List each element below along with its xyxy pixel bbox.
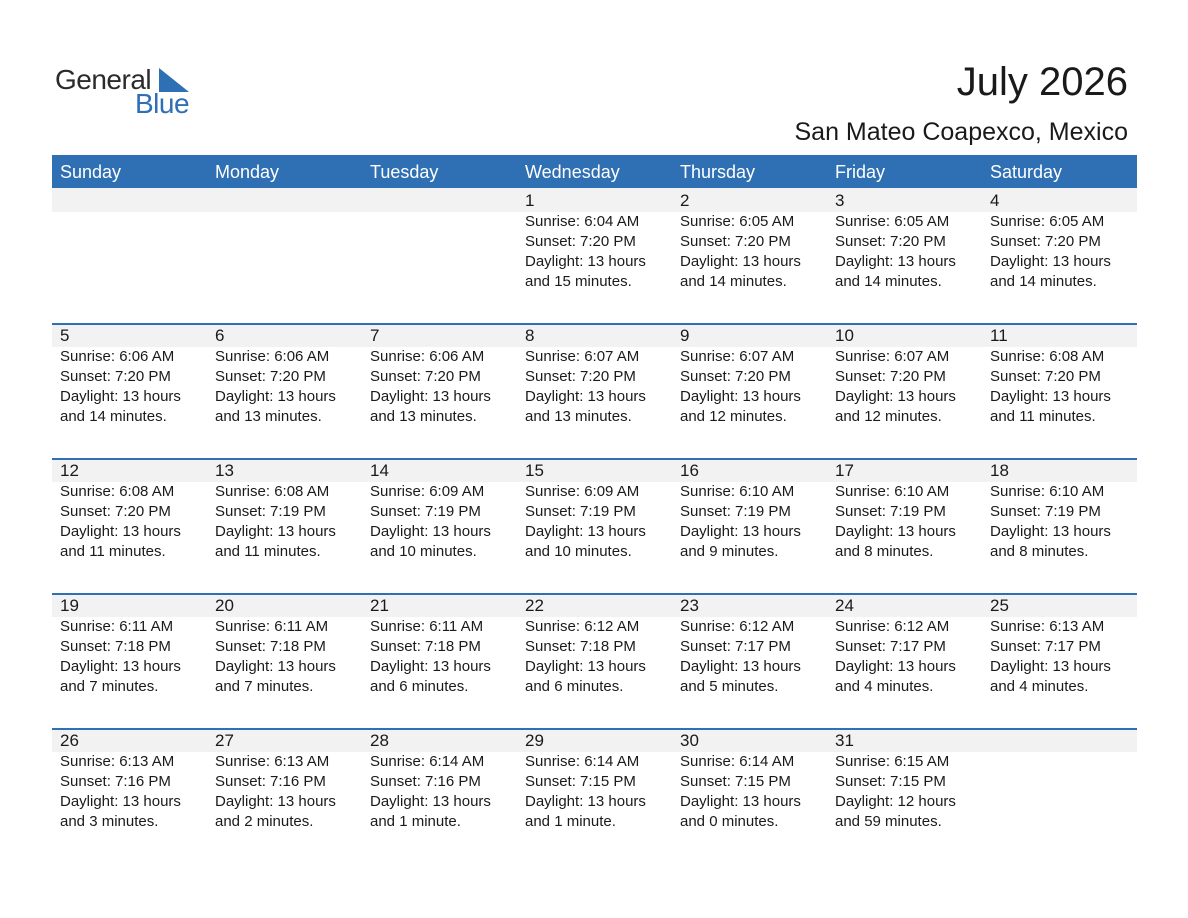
sunrise-text: Sunrise: 6:13 AM bbox=[215, 753, 330, 770]
calendar-week bbox=[52, 458, 1137, 593]
daylight-minutes-text: and 2 minutes. bbox=[215, 813, 314, 830]
day-number: 22 bbox=[525, 596, 544, 615]
day-number: 6 bbox=[215, 326, 225, 345]
daylight-text: Daylight: 13 hours bbox=[525, 523, 646, 540]
daylight-minutes-text: and 13 minutes. bbox=[215, 408, 322, 425]
day-cell bbox=[827, 458, 982, 593]
sunrise-text: Sunrise: 6:12 AM bbox=[835, 618, 950, 635]
day-number: 4 bbox=[990, 191, 1000, 210]
empty-day-cell bbox=[982, 728, 1137, 863]
sunrise-text: Sunrise: 6:12 AM bbox=[680, 618, 795, 635]
daylight-minutes-text: and 7 minutes. bbox=[215, 678, 314, 695]
sunrise-text: Sunrise: 6:11 AM bbox=[60, 618, 174, 635]
sunset-text: Sunset: 7:19 PM bbox=[215, 503, 326, 520]
empty-day-cell bbox=[362, 188, 517, 323]
day-cell bbox=[52, 593, 207, 728]
day-number: 18 bbox=[990, 461, 1009, 480]
daylight-text: Daylight: 13 hours bbox=[680, 523, 801, 540]
weekday-tuesday: Tuesday bbox=[370, 162, 439, 182]
sunset-text: Sunset: 7:16 PM bbox=[215, 773, 326, 790]
sunrise-text: Sunrise: 6:10 AM bbox=[990, 483, 1105, 500]
daylight-minutes-text: and 10 minutes. bbox=[370, 543, 477, 560]
sunrise-text: Sunrise: 6:14 AM bbox=[525, 753, 640, 770]
sunrise-text: Sunrise: 6:07 AM bbox=[680, 348, 795, 365]
daylight-text: Daylight: 13 hours bbox=[835, 388, 956, 405]
sunset-text: Sunset: 7:17 PM bbox=[990, 638, 1101, 655]
day-cell bbox=[827, 728, 982, 863]
day-cell bbox=[672, 323, 827, 458]
calendar-week bbox=[52, 728, 1137, 863]
day-number: 13 bbox=[215, 461, 234, 480]
daylight-text: Daylight: 13 hours bbox=[680, 388, 801, 405]
daylight-text: Daylight: 13 hours bbox=[835, 253, 956, 270]
daylight-minutes-text: and 0 minutes. bbox=[680, 813, 779, 830]
sunset-text: Sunset: 7:19 PM bbox=[990, 503, 1101, 520]
day-cell bbox=[207, 458, 362, 593]
weekday-header bbox=[52, 155, 1137, 188]
daylight-minutes-text: and 1 minute. bbox=[525, 813, 616, 830]
daylight-text: Daylight: 13 hours bbox=[215, 793, 336, 810]
day-number: 2 bbox=[680, 191, 690, 210]
daylight-minutes-text: and 14 minutes. bbox=[990, 273, 1097, 290]
daylight-minutes-text: and 1 minute. bbox=[370, 813, 461, 830]
day-number: 16 bbox=[680, 461, 699, 480]
sunset-text: Sunset: 7:19 PM bbox=[835, 503, 946, 520]
day-cell bbox=[517, 458, 672, 593]
day-cell bbox=[207, 728, 362, 863]
daylight-minutes-text: and 7 minutes. bbox=[60, 678, 159, 695]
day-cell bbox=[672, 728, 827, 863]
sunrise-text: Sunrise: 6:06 AM bbox=[60, 348, 175, 365]
sunset-text: Sunset: 7:18 PM bbox=[215, 638, 326, 655]
daylight-text: Daylight: 13 hours bbox=[215, 658, 336, 675]
location-subtitle: San Mateo Coapexco, Mexico bbox=[794, 118, 1128, 146]
sunrise-text: Sunrise: 6:05 AM bbox=[680, 213, 795, 230]
sunrise-text: Sunrise: 6:06 AM bbox=[370, 348, 485, 365]
calendar-week bbox=[52, 188, 1137, 323]
daylight-text: Daylight: 13 hours bbox=[680, 253, 801, 270]
daylight-minutes-text: and 59 minutes. bbox=[835, 813, 942, 830]
day-number: 1 bbox=[525, 191, 535, 210]
daylight-text: Daylight: 13 hours bbox=[215, 523, 336, 540]
sunrise-text: Sunrise: 6:08 AM bbox=[990, 348, 1105, 365]
daylight-minutes-text: and 12 minutes. bbox=[680, 408, 787, 425]
day-number: 27 bbox=[215, 731, 234, 750]
day-number: 5 bbox=[60, 326, 70, 345]
daylight-minutes-text: and 4 minutes. bbox=[990, 678, 1089, 695]
weekday-monday: Monday bbox=[215, 162, 280, 182]
sunrise-text: Sunrise: 6:14 AM bbox=[370, 753, 485, 770]
weekday-saturday: Saturday bbox=[990, 162, 1063, 182]
day-cell bbox=[827, 593, 982, 728]
calendar-week bbox=[52, 593, 1137, 728]
day-cell bbox=[672, 593, 827, 728]
day-number: 10 bbox=[835, 326, 854, 345]
daylight-text: Daylight: 13 hours bbox=[60, 658, 181, 675]
sunset-text: Sunset: 7:20 PM bbox=[835, 233, 946, 250]
sunrise-text: Sunrise: 6:09 AM bbox=[370, 483, 485, 500]
daylight-minutes-text: and 14 minutes. bbox=[680, 273, 787, 290]
day-cell bbox=[827, 188, 982, 323]
daylight-text: Daylight: 13 hours bbox=[680, 793, 801, 810]
sunrise-text: Sunrise: 6:14 AM bbox=[680, 753, 795, 770]
daylight-minutes-text: and 11 minutes. bbox=[60, 543, 166, 560]
day-number: 3 bbox=[835, 191, 845, 210]
day-number: 14 bbox=[370, 461, 389, 480]
daylight-minutes-text: and 6 minutes. bbox=[525, 678, 624, 695]
sunset-text: Sunset: 7:16 PM bbox=[370, 773, 481, 790]
weekday-friday: Friday bbox=[835, 162, 886, 182]
daylight-text: Daylight: 13 hours bbox=[525, 793, 646, 810]
sunrise-text: Sunrise: 6:07 AM bbox=[835, 348, 950, 365]
sunset-text: Sunset: 7:17 PM bbox=[835, 638, 946, 655]
sunrise-text: Sunrise: 6:08 AM bbox=[60, 483, 175, 500]
day-number: 8 bbox=[525, 326, 535, 345]
daylight-text: Daylight: 13 hours bbox=[835, 523, 956, 540]
day-cell bbox=[982, 458, 1137, 593]
daylight-text: Daylight: 13 hours bbox=[990, 388, 1111, 405]
logo-text-blue: Blue bbox=[135, 88, 190, 119]
day-number: 9 bbox=[680, 326, 690, 345]
weekday-thursday: Thursday bbox=[680, 162, 756, 182]
sunset-text: Sunset: 7:20 PM bbox=[835, 368, 946, 385]
daylight-minutes-text: and 14 minutes. bbox=[60, 408, 167, 425]
daylight-minutes-text: and 5 minutes. bbox=[680, 678, 779, 695]
daylight-minutes-text: and 8 minutes. bbox=[835, 543, 934, 560]
daylight-text: Daylight: 13 hours bbox=[990, 253, 1111, 270]
sunrise-text: Sunrise: 6:11 AM bbox=[215, 618, 329, 635]
daylight-text: Daylight: 13 hours bbox=[370, 793, 491, 810]
sunset-text: Sunset: 7:17 PM bbox=[680, 638, 791, 655]
sunset-text: Sunset: 7:19 PM bbox=[370, 503, 481, 520]
daylight-minutes-text: and 15 minutes. bbox=[525, 273, 632, 290]
sunset-text: Sunset: 7:18 PM bbox=[370, 638, 481, 655]
sunrise-text: Sunrise: 6:05 AM bbox=[835, 213, 950, 230]
day-cell bbox=[207, 593, 362, 728]
day-number: 15 bbox=[525, 461, 544, 480]
day-number: 30 bbox=[680, 731, 699, 750]
day-number: 21 bbox=[370, 596, 389, 615]
weeks-container bbox=[52, 188, 1137, 863]
day-cell bbox=[982, 323, 1137, 458]
daylight-minutes-text: and 13 minutes. bbox=[370, 408, 477, 425]
day-cell bbox=[672, 188, 827, 323]
day-cell bbox=[982, 593, 1137, 728]
sunset-text: Sunset: 7:20 PM bbox=[60, 368, 171, 385]
day-number: 19 bbox=[60, 596, 79, 615]
daylight-minutes-text: and 11 minutes. bbox=[990, 408, 1096, 425]
day-number: 28 bbox=[370, 731, 389, 750]
day-number: 25 bbox=[990, 596, 1009, 615]
daylight-text: Daylight: 13 hours bbox=[990, 523, 1111, 540]
daylight-text: Daylight: 13 hours bbox=[60, 388, 181, 405]
daylight-text: Daylight: 13 hours bbox=[835, 658, 956, 675]
sunset-text: Sunset: 7:15 PM bbox=[680, 773, 791, 790]
sunrise-text: Sunrise: 6:05 AM bbox=[990, 213, 1105, 230]
sunset-text: Sunset: 7:20 PM bbox=[60, 503, 171, 520]
page-title: July 2026 bbox=[956, 60, 1128, 104]
daylight-minutes-text: and 12 minutes. bbox=[835, 408, 942, 425]
sunrise-text: Sunrise: 6:13 AM bbox=[990, 618, 1105, 635]
empty-day-cell bbox=[52, 188, 207, 323]
sunset-text: Sunset: 7:20 PM bbox=[215, 368, 326, 385]
daylight-text: Daylight: 13 hours bbox=[525, 388, 646, 405]
daylight-text: Daylight: 13 hours bbox=[525, 658, 646, 675]
day-number: 24 bbox=[835, 596, 854, 615]
daylight-minutes-text: and 3 minutes. bbox=[60, 813, 159, 830]
daylight-text: Daylight: 13 hours bbox=[525, 253, 646, 270]
day-cell bbox=[52, 728, 207, 863]
day-cell bbox=[517, 593, 672, 728]
day-cell bbox=[517, 188, 672, 323]
sunset-text: Sunset: 7:20 PM bbox=[525, 233, 636, 250]
sunrise-text: Sunrise: 6:08 AM bbox=[215, 483, 330, 500]
day-cell bbox=[362, 458, 517, 593]
daylight-text: Daylight: 13 hours bbox=[370, 523, 491, 540]
empty-day-cell bbox=[207, 188, 362, 323]
sunrise-text: Sunrise: 6:09 AM bbox=[525, 483, 640, 500]
sunrise-text: Sunrise: 6:12 AM bbox=[525, 618, 640, 635]
day-number: 23 bbox=[680, 596, 699, 615]
calendar-grid bbox=[52, 155, 1137, 863]
daylight-minutes-text: and 13 minutes. bbox=[525, 408, 632, 425]
daylight-minutes-text: and 4 minutes. bbox=[835, 678, 934, 695]
sunset-text: Sunset: 7:19 PM bbox=[525, 503, 636, 520]
day-cell bbox=[362, 593, 517, 728]
sunrise-text: Sunrise: 6:11 AM bbox=[370, 618, 484, 635]
day-cell bbox=[517, 728, 672, 863]
daylight-text: Daylight: 13 hours bbox=[370, 658, 491, 675]
sunset-text: Sunset: 7:18 PM bbox=[525, 638, 636, 655]
sunrise-text: Sunrise: 6:10 AM bbox=[835, 483, 950, 500]
day-number: 12 bbox=[60, 461, 79, 480]
daylight-minutes-text: and 10 minutes. bbox=[525, 543, 632, 560]
day-cell bbox=[52, 323, 207, 458]
weekday-wednesday: Wednesday bbox=[525, 162, 620, 182]
daylight-text: Daylight: 13 hours bbox=[60, 523, 181, 540]
daylight-text: Daylight: 13 hours bbox=[370, 388, 491, 405]
sunset-text: Sunset: 7:15 PM bbox=[525, 773, 636, 790]
weekday-sunday: Sunday bbox=[60, 162, 122, 182]
daylight-text: Daylight: 13 hours bbox=[215, 388, 336, 405]
sunrise-text: Sunrise: 6:13 AM bbox=[60, 753, 175, 770]
logo-text-general: General bbox=[55, 64, 152, 95]
logo bbox=[55, 64, 205, 120]
daylight-text: Daylight: 12 hours bbox=[835, 793, 956, 810]
sunset-text: Sunset: 7:20 PM bbox=[680, 233, 791, 250]
day-number: 31 bbox=[835, 731, 854, 750]
sunrise-text: Sunrise: 6:15 AM bbox=[835, 753, 950, 770]
day-cell bbox=[207, 323, 362, 458]
day-number: 11 bbox=[990, 326, 1008, 345]
day-cell bbox=[672, 458, 827, 593]
sunrise-text: Sunrise: 6:04 AM bbox=[525, 213, 640, 230]
sunset-text: Sunset: 7:15 PM bbox=[835, 773, 946, 790]
sunset-text: Sunset: 7:19 PM bbox=[680, 503, 791, 520]
day-cell bbox=[362, 728, 517, 863]
day-cell bbox=[827, 323, 982, 458]
sunrise-text: Sunrise: 6:07 AM bbox=[525, 348, 640, 365]
sunset-text: Sunset: 7:16 PM bbox=[60, 773, 171, 790]
sunset-text: Sunset: 7:18 PM bbox=[60, 638, 171, 655]
day-number: 20 bbox=[215, 596, 234, 615]
sunset-text: Sunset: 7:20 PM bbox=[680, 368, 791, 385]
day-number: 29 bbox=[525, 731, 544, 750]
day-number: 7 bbox=[370, 326, 380, 345]
daylight-text: Daylight: 13 hours bbox=[680, 658, 801, 675]
sunset-text: Sunset: 7:20 PM bbox=[370, 368, 481, 385]
daylight-text: Daylight: 13 hours bbox=[990, 658, 1111, 675]
daylight-minutes-text: and 9 minutes. bbox=[680, 543, 779, 560]
sunrise-text: Sunrise: 6:10 AM bbox=[680, 483, 795, 500]
daylight-text: Daylight: 13 hours bbox=[60, 793, 181, 810]
calendar-week bbox=[52, 323, 1137, 458]
daylight-minutes-text: and 11 minutes. bbox=[215, 543, 321, 560]
sunset-text: Sunset: 7:20 PM bbox=[990, 233, 1101, 250]
sunset-text: Sunset: 7:20 PM bbox=[525, 368, 636, 385]
daylight-minutes-text: and 6 minutes. bbox=[370, 678, 469, 695]
day-cell bbox=[517, 323, 672, 458]
sunset-text: Sunset: 7:20 PM bbox=[990, 368, 1101, 385]
sunrise-text: Sunrise: 6:06 AM bbox=[215, 348, 330, 365]
day-cell bbox=[982, 188, 1137, 323]
day-number: 26 bbox=[60, 731, 79, 750]
day-cell bbox=[52, 458, 207, 593]
day-number: 17 bbox=[835, 461, 854, 480]
day-cell bbox=[362, 323, 517, 458]
daylight-minutes-text: and 14 minutes. bbox=[835, 273, 942, 290]
daylight-minutes-text: and 8 minutes. bbox=[990, 543, 1089, 560]
